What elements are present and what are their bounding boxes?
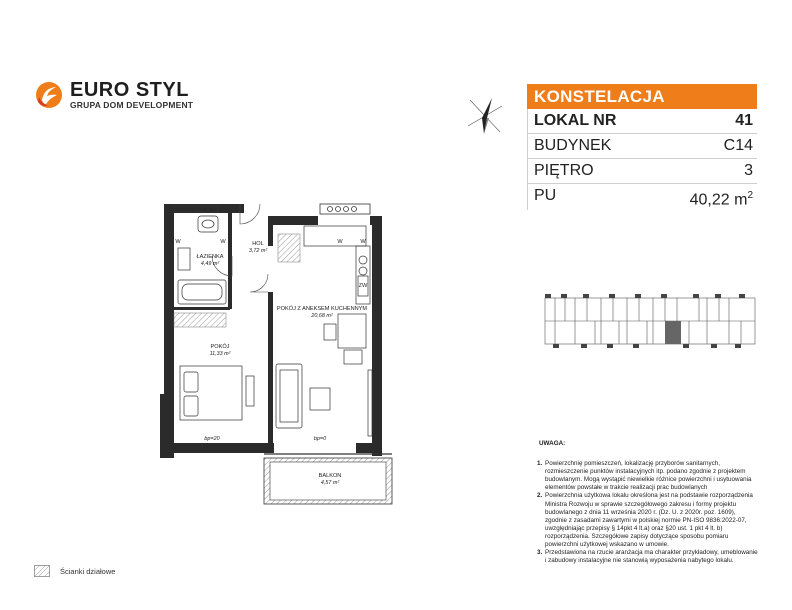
window-mark: W [337, 239, 343, 245]
fridge-mark: ZW [358, 283, 368, 289]
area-row [527, 184, 757, 208]
note-item [537, 492, 759, 549]
room-name-balcony: BALKON [318, 473, 342, 479]
project-title: KONSTELACJA [527, 84, 757, 109]
note-number: 2. [537, 492, 543, 500]
floor-row [527, 159, 757, 184]
building-label: BUDYNEK [534, 137, 612, 154]
legend-label: Ścianki działowe [60, 567, 116, 576]
room-area-living-kitchen: 20,68 m² [311, 313, 333, 319]
notes-title: UWAGA: [539, 440, 566, 447]
partition-wall-swatch [34, 565, 50, 577]
building-key-plan [543, 294, 757, 348]
note-number: 3. [537, 549, 543, 557]
room-name-living-kitchen: POKÓJ Z ANEKSEM KUCHENNYM [276, 306, 368, 312]
window-mark: W [360, 239, 366, 245]
building-row [527, 134, 757, 159]
sill-mark: bp=20 [204, 436, 220, 442]
note-text: Powierzchnię pomieszczeń, lokalizację przyborów sanitarnych, rozmieszczenie punktów instalacyjnych itp. podano zgodnie z projektem budowlanym. Mogą wystąpić niewielkie różnice powierzchni i usytuowania elementów powstałe w trakcie realizacji prac budowlanych [545, 460, 752, 492]
area-unit-sup: 2 [747, 190, 753, 201]
room-area-bathroom: 4,49 m² [200, 261, 220, 267]
info-panel [527, 84, 757, 208]
area-value: 40,22 m [689, 191, 748, 209]
notes-section [537, 440, 759, 565]
eurostyl-logo-icon [34, 80, 64, 110]
north-arrow-icon [464, 92, 506, 140]
note-number: 1. [537, 460, 543, 468]
room-area-bedroom: 11,33 m² [209, 351, 231, 357]
brand-name: EURO STYL [70, 79, 189, 101]
note-text: Przedstawiona na rzucie aranżacja ma charakter przykładowy, umeblowanie i zabudowy instalacyjne nie stanowią wyposażenia nabytego lokalu. [545, 549, 758, 565]
floor-plan [160, 196, 400, 508]
area-value-wrap [690, 184, 753, 212]
sill-mark: bp=0 [313, 436, 327, 442]
unit-row [527, 109, 757, 134]
room-name-bathroom: ŁAZIENKA [196, 254, 224, 260]
note-item [537, 460, 759, 492]
brand-subtitle: GRUPA DOM DEVELOPMENT [70, 100, 194, 110]
room-name-bedroom: POKÓJ [210, 344, 230, 350]
floor-label: PIĘTRO [534, 162, 594, 179]
floor-value: 3 [744, 162, 753, 179]
area-label: PU [534, 187, 557, 204]
room-area-hall: 3,72 m² [248, 248, 268, 254]
note-text: Powierzchnia użytkowa lokalu określona jest na podstawie rozporządzenia Ministra Rozwoju w sprawie szczegółowego zakresu i formy projektu budowlanego z dnia 11 września 2020 r. (Dz. U. z 2020r. poz. 1609), zgodnie z zasadami zawartymi w polskiej normie PN-ISO 9836:2022-07, uwzględniając przepisy § 14pkt 4 lt.a) oraz §20 ust. 1 pkt 4 lt. b) rozporządzenia. Szczegółowe zapisy dotyczące sposobu pomiaru powierzchni użytkowej wskazano w umowie. [545, 492, 753, 549]
building-value: C14 [723, 137, 753, 154]
room-area-balcony: 4,57 m² [320, 480, 340, 486]
unit-label: LOKAL NR [534, 112, 617, 129]
note-item [537, 549, 759, 565]
window-mark: W [175, 239, 181, 245]
window-mark: W [220, 239, 226, 245]
unit-value: 41 [735, 112, 753, 129]
room-name-hall: HOL [252, 241, 264, 247]
